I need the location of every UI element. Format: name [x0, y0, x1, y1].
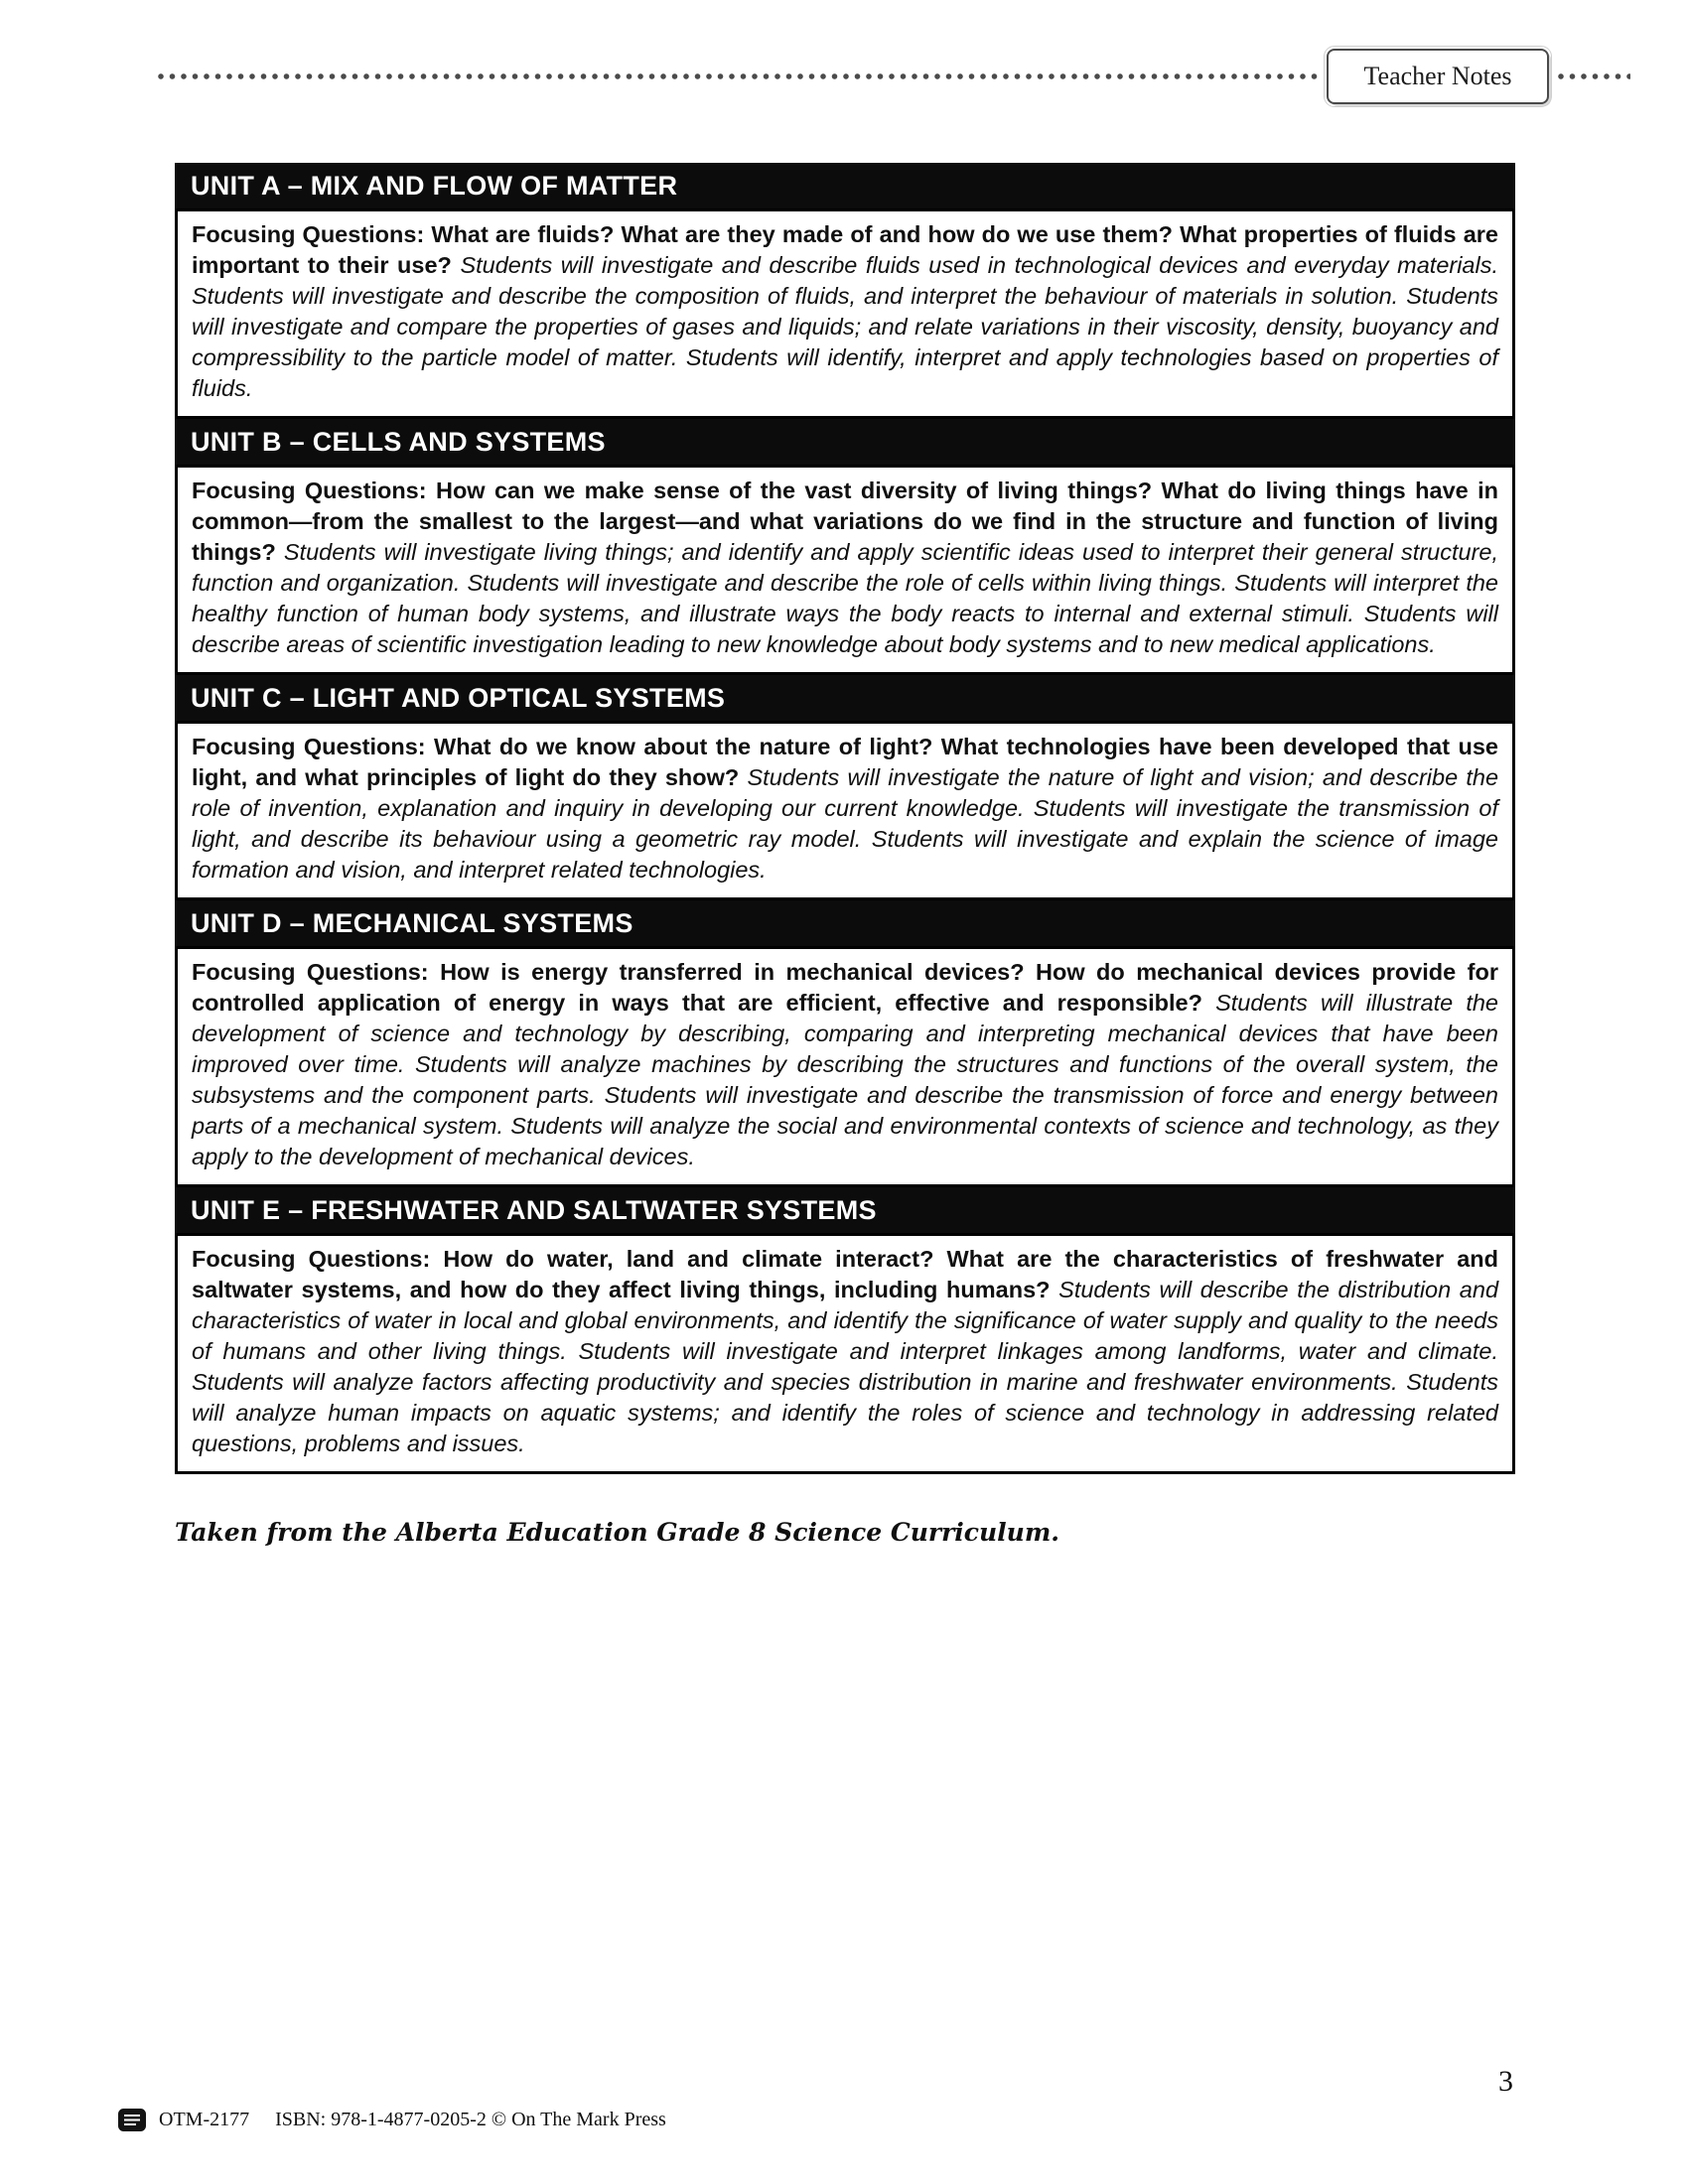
- unit-focusing-questions: Focusing Questions: How do water, land and climate interact? What are the characteristics of freshwater and saltwater systems, and how do they affect living things, including humans?: [192, 1246, 1498, 1302]
- dotted-rule-left: [157, 72, 1319, 80]
- units-table: [175, 163, 1515, 1474]
- teacher-notes-badge: [1327, 49, 1549, 104]
- unit-title-bar: [175, 163, 1515, 208]
- unit-focusing-questions: Focusing Questions: How can we make sense of the vast diversity of living things? What do living things have in common—from the smallest to the largest—and what variations do we find in the structure and function of living things?: [192, 478, 1498, 565]
- page-header: [157, 48, 1630, 105]
- unit-title: UNIT D – MECHANICAL SYSTEMS: [191, 908, 633, 938]
- unit-section: [175, 900, 1515, 1187]
- unit-section: [175, 163, 1515, 419]
- unit-section: [175, 419, 1515, 675]
- unit-section: [175, 1187, 1515, 1474]
- isbn-text: ISBN: 978-1-4877-0205-2 © On The Mark Press: [275, 2109, 666, 2130]
- unit-description: Students will investigate living things; and identify and apply scientific ideas used to interpret their general structure, function and organization. Students will investigate and describe the role of cells within living things. Students will interpret the healthy function of human body systems, and illustrate ways the body reacts to internal and external stimuli. Students will describe areas of scientific investigation leading to new knowledge about body systems and to new medical applications.: [192, 539, 1498, 657]
- unit-description: Students will investigate the nature of light and vision; and describe the role of invention, explanation and inquiry in developing our current knowledge. Students will investigate the transmission of light, and describe its behaviour using a geometric ray model. Students will investigate and explain the science of image formation and vision, and interpret related technologies.: [192, 764, 1499, 883]
- dotted-rule-right: [1557, 72, 1630, 80]
- unit-body: [175, 946, 1515, 1187]
- source-note: Taken from the Alberta Education Grade 8 Science Curriculum.: [175, 1518, 1059, 1547]
- unit-title-bar: [175, 900, 1515, 946]
- unit-description: Students will investigate and describe fluids used in technological devices and everyday materials. Students will investigate and describe the composition of fluids, and interpret the behaviour of materials in solution. Students will investigate and compare the properties of gases and liquids; and relate variations in their viscosity, density, buoyancy and compressibility to the particle model of matter. Students will identify, interpret and apply technologies based on properties of fluids.: [192, 252, 1499, 401]
- unit-title: UNIT A – MIX AND FLOW OF MATTER: [191, 171, 678, 201]
- product-code: OTM-2177: [159, 2109, 250, 2130]
- page-number: 3: [1498, 2065, 1513, 2098]
- unit-title-bar: [175, 675, 1515, 721]
- unit-title-bar: [175, 419, 1515, 465]
- unit-body: [175, 1233, 1515, 1474]
- publisher-logo-icon: [117, 2108, 147, 2132]
- unit-title-bar: [175, 1187, 1515, 1233]
- unit-focusing-questions: Focusing Questions: How is energy transferred in mechanical devices? How do mechanical devices provide for controlled application of energy in ways that are efficient, effective and responsible?: [192, 959, 1498, 1016]
- unit-title: UNIT B – CELLS AND SYSTEMS: [191, 427, 606, 457]
- content-area: [175, 163, 1515, 1547]
- unit-body: [175, 208, 1515, 419]
- unit-title: UNIT E – FRESHWATER AND SALTWATER SYSTEMS: [191, 1195, 877, 1225]
- unit-description: Students will describe the distribution and characteristics of water in local and global environments, and identify the significance of water supply and quality to the needs of humans and other living things. Students will investigate and interpret linkages among landforms, water and climate. Students will analyze factors affecting productivity and species distribution in marine and freshwater environments. Students will analyze human impacts on aquatic systems; and identify the roles of science and technology in addressing related questions, problems and issues.: [192, 1277, 1499, 1456]
- unit-description: Students will illustrate the development of science and technology by describing, comparing and interpreting mechanical devices that have been improved over time. Students will analyze machines by describing the structures and functions of the overall system, the subsystems and the component parts. Students will investigate and describe the transmission of force and energy between parts of a mechanical system. Students will analyze the social and environmental contexts of science and technology, as they apply to the development of mechanical devices.: [192, 990, 1498, 1169]
- unit-body: [175, 721, 1515, 900]
- unit-title: UNIT C – LIGHT AND OPTICAL SYSTEMS: [191, 683, 726, 713]
- unit-focusing-questions: Focusing Questions: What are fluids? What are they made of and how do we use them? What properties of fluids are important to their use?: [192, 221, 1498, 278]
- teacher-notes-label: Teacher Notes: [1363, 62, 1512, 90]
- page-footer: [117, 2108, 666, 2132]
- unit-body: [175, 465, 1515, 675]
- unit-focusing-questions: Focusing Questions: What do we know about the nature of light? What technologies have been developed that use light, and what principles of light do they show?: [192, 734, 1498, 790]
- unit-section: [175, 675, 1515, 900]
